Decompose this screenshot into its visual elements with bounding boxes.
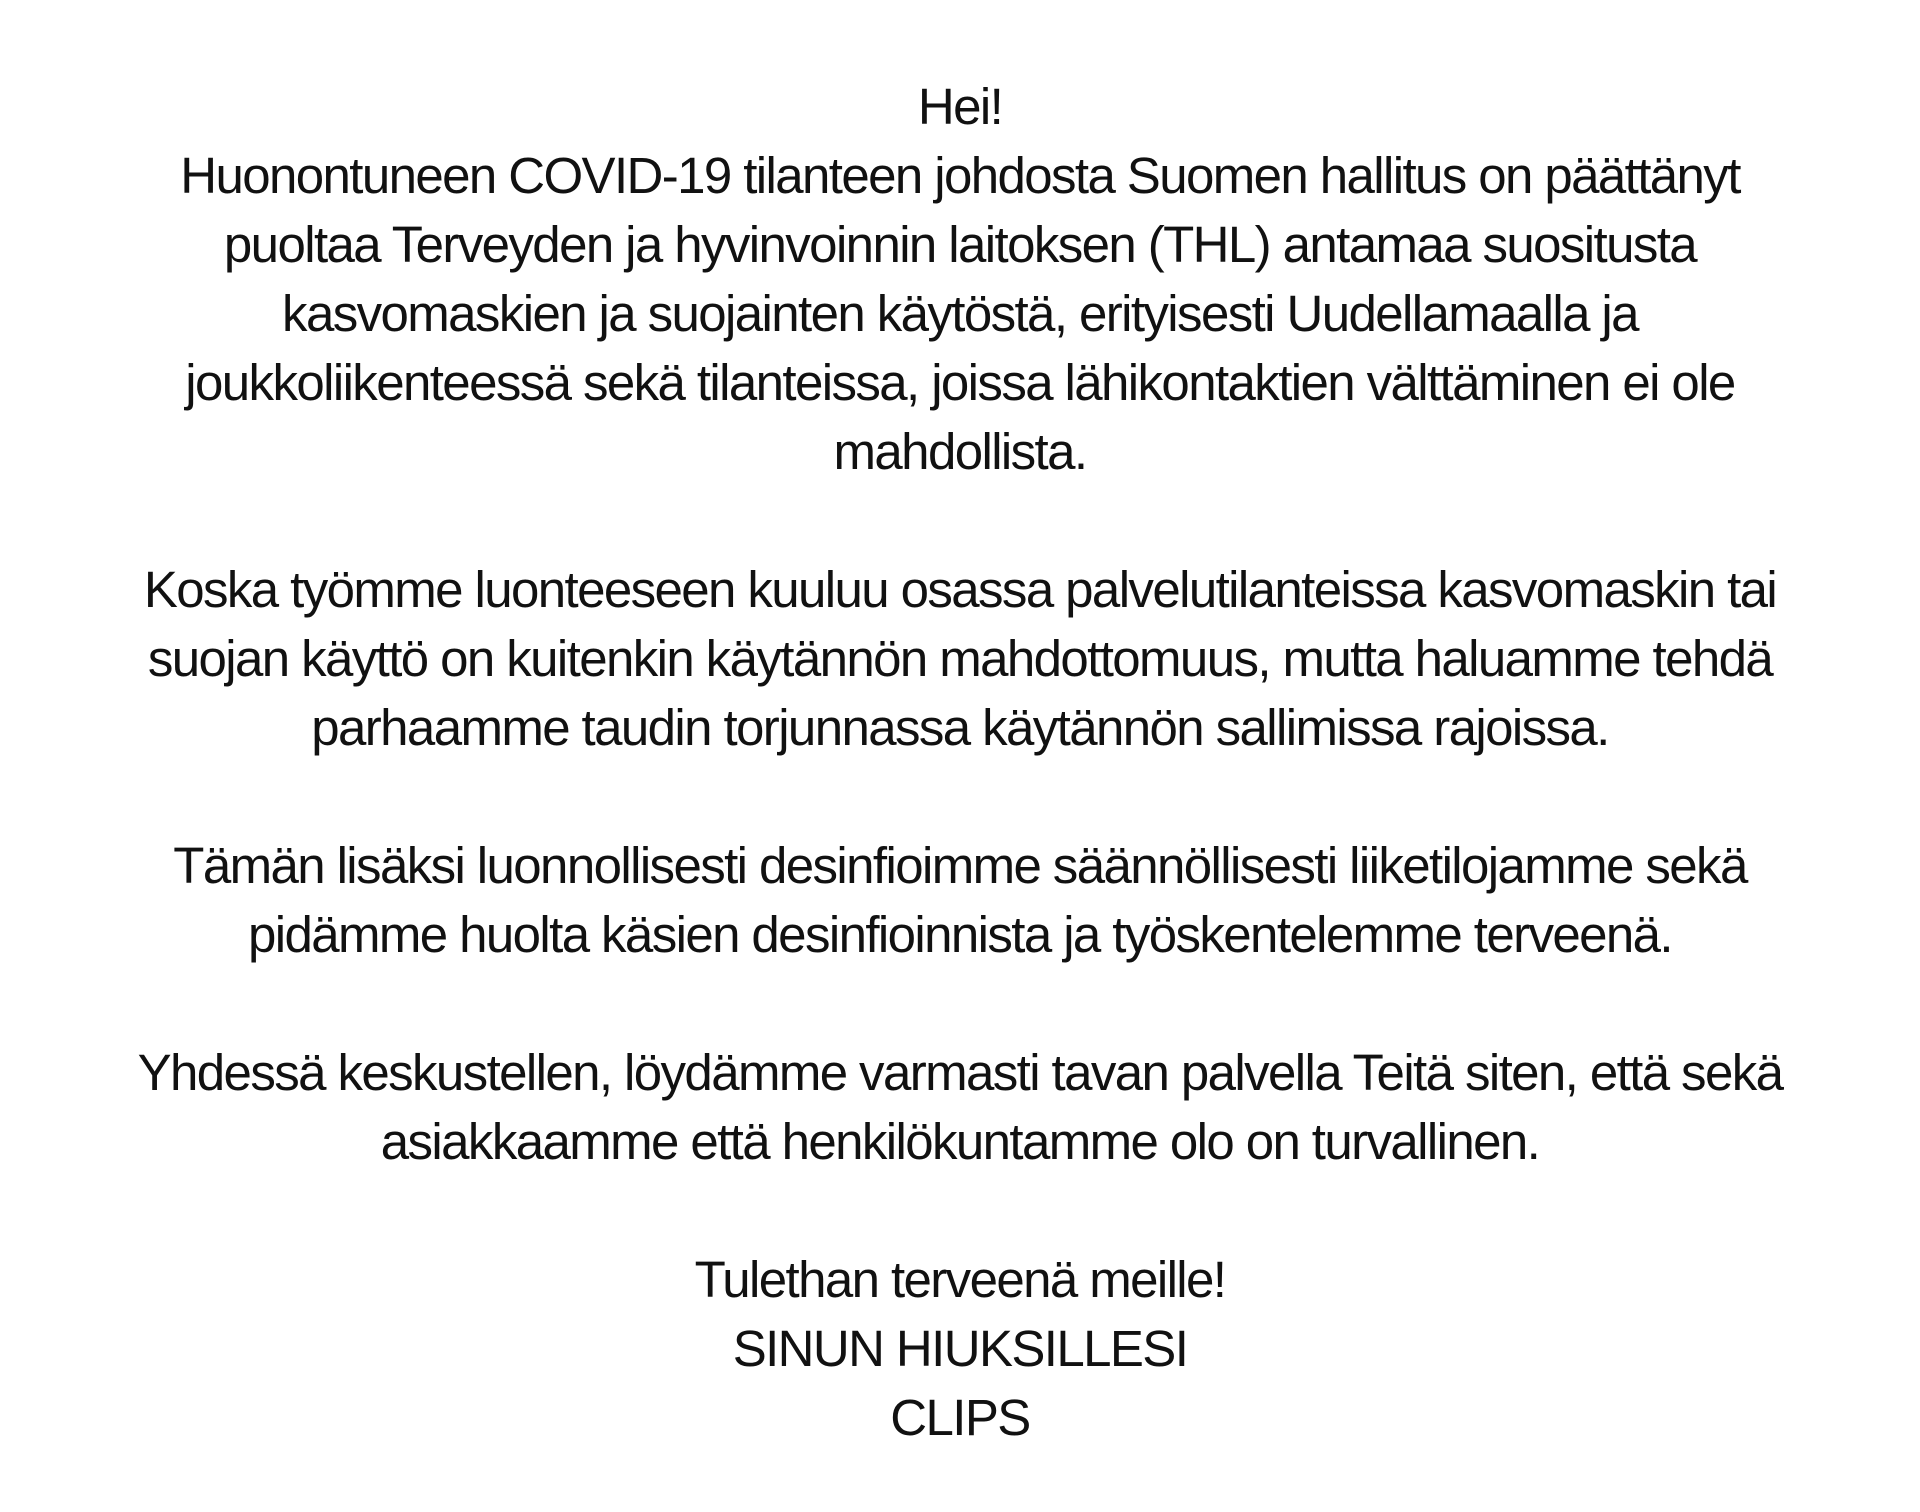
greeting: Hei! (917, 78, 1003, 135)
closing-block (0, 1245, 1920, 1452)
paragraph-line: Tämän lisäksi luonnollisesti desinfioimme säännöllisesti liiketilojamme sekä (173, 837, 1747, 894)
paragraph-line: asiakkaamme että henkilökuntamme olo on turvallinen. (380, 1113, 1540, 1170)
paragraph-gap (0, 762, 1920, 831)
paragraph-line: Koska työmme luonteeseen kuuluu osassa palvelutilanteissa kasvomaskin tai (143, 561, 1777, 618)
paragraph-line: Yhdessä keskustellen, löydämme varmasti tavan palvella Teitä siten, että sekä (137, 1044, 1783, 1101)
paragraph-3 (0, 831, 1920, 969)
intro-line: Huonontuneen COVID-19 tilanteen johdosta Suomen hallitus on päättänyt (180, 147, 1740, 204)
intro-line: joukkoliikenteessä sekä tilanteissa, joissa lähikontaktien välttäminen ei ole (185, 354, 1735, 411)
intro-line: mahdollista. (833, 423, 1087, 480)
signature-brand: CLIPS (890, 1389, 1030, 1446)
paragraph-line: suojan käyttö on kuitenkin käytännön mahdottomuus, mutta haluamme tehdä (147, 630, 1773, 687)
paragraph-gap (0, 969, 1920, 1038)
greeting-block (0, 72, 1920, 486)
intro-line: kasvomaskien ja suojainten käytöstä, erityisesti Uudellamaalla ja (282, 285, 1638, 342)
paragraph-gap (0, 486, 1920, 555)
paragraph-4 (0, 1038, 1920, 1176)
paragraph-line: pidämme huolta käsien desinfioinnista ja työskentelemme terveenä. (247, 906, 1672, 963)
intro-line: puoltaa Terveyden ja hyvinvoinnin laitoksen (THL) antamaa suositusta (223, 216, 1697, 273)
paragraph-2 (0, 555, 1920, 762)
paragraph-line: parhaamme taudin torjunnassa käytännön sallimissa rajoissa. (311, 699, 1609, 756)
signature-line: SINUN HIUKSILLESI (732, 1320, 1188, 1377)
paragraph-gap (0, 1176, 1920, 1245)
closing-line: Tulethan terveenä meille! (694, 1251, 1226, 1308)
